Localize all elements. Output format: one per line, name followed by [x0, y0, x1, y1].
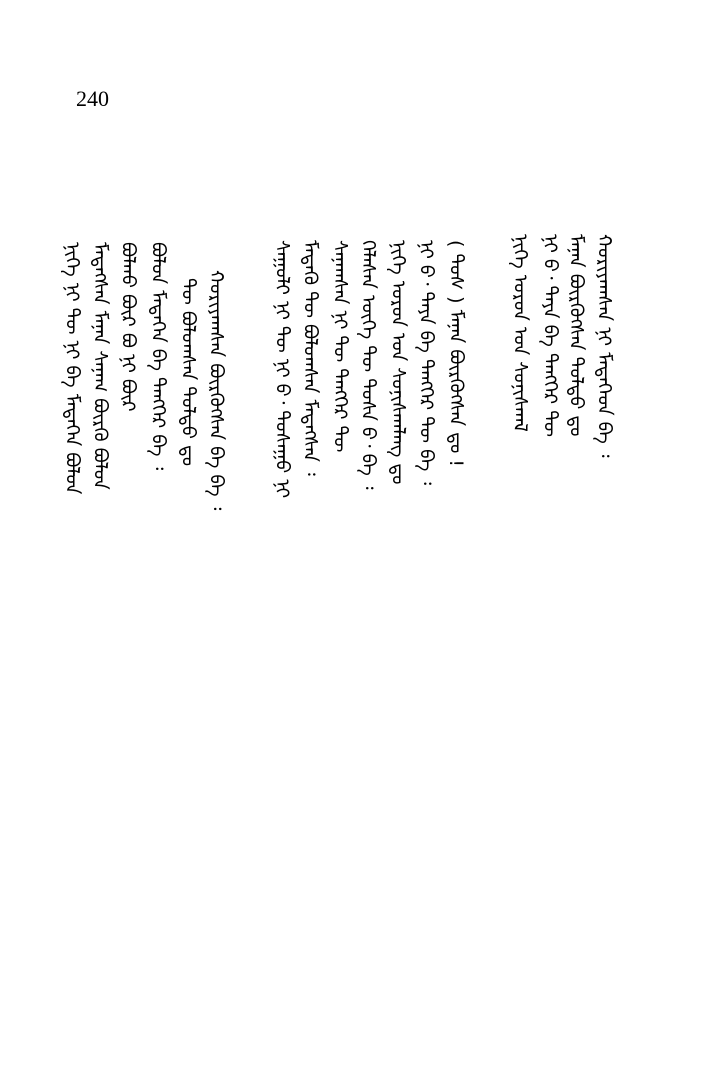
poem1-line-4: ᠨᠢᠬᠡ ᠣᠷᠤᠨ ᠤᠨ ᠰᠤᠨᠢᠰᠬᠠᠯ	[509, 234, 531, 432]
poem1-line-2: ᠮᠠᠨᠠᠨ ᠪᠦᠷᠬᠦᠭᠰᠡᠨ ᠳᠤᠯᠳᠤ ᠳᠤ	[565, 234, 587, 437]
poem2-line-4: ᠬᠡᠯᠡᠰᠡᠨ ᠦᠭᠡ ᠲᠦ ᠲᠤᠰᠠ ᠪ᠂ ᠪᠠ ᠄	[357, 240, 379, 490]
poem3-line-6: ᠨᠢᠬᠡ ᠨᠢ ᠲᠦ ᠨᠢ ᠪᠡ ᠮᠡᠳᠡᠭᠡᠨ ᠪᠣᠯᠤᠨ	[61, 242, 83, 495]
poem2-line-5: ᠰᠠᠨᠠᠭᠰᠠᠨ ᠨᠢ ᠲᠦ ᠲᠡᠩᠭᠡᠷ ᠲᠦ	[329, 240, 351, 453]
poem2-line-6: ᠮᠡᠳᠡᠬᠦ ᠲᠦ ᠪᠣᠯᠤᠭᠰᠠᠨ ᠮᠡᠳᠡᠭᠰᠡᠨ ᠄	[299, 240, 321, 476]
poem3-line-3: ᠪᠣᠯᠤᠨ ᠮᠡᠳᠡᠭᠡᠨ ᠪᠡ ᠲᠡᠩᠭᠡᠷ ᠪᠠ ᠄	[147, 242, 169, 471]
poem2-line-2: ᠨᠢ ᠪ᠂ ᠲᠠᠶᠠ ᠪᠠ ᠲᠡᠩᠭᠡᠷ ᠲᠦ ᠪᠠ ᠄	[415, 240, 437, 486]
poem3-line-4: ᠪᠣᠯᠬᠤ ᠪᠦᠷ ᠪᠣ ᠨᠢ ᠪᠦᠷ	[117, 242, 139, 412]
poem2-line-7: ᠰᠠᠭᠤᠯᠢ ᠨᠢ ᠲᠦ ᠨᠢ ᠪ᠂ ᠲᠤᠰᠠᠭᠤ ᠨᠢ	[271, 240, 293, 499]
poem1-line-3: ᠨᠢ ᠪ᠂ ᠲᠠᠶᠠ ᠪᠠ ᠲᠡᠩᠭᠡᠷ ᠲᠦ	[539, 234, 561, 438]
poem2-line-3: ᠨᠢᠬᠡ ᠣᠷᠤᠨ ᠤᠨ ᠰᠤᠨᠢᠰᠬᠠᠯᠠᠩ ᠳᠤ	[387, 240, 409, 485]
poem1-line-1: ᠬᠤᠷᠢᠶᠠᠭᠰᠠᠨ ᠨᠢ ᠮᠡᠳᠡᠭᠡᠳ ᠪᠡ ᠄	[593, 234, 615, 458]
poem2-line-1: ( ᠲᠤᠰ ) ᠮᠠᠨᠠᠨ ᠪᠦᠷᠬᠦᠭᠰᠡᠨ ᠳᠤ !	[445, 240, 467, 467]
poem3-line-2: ᠲᠦ ᠪᠣᠯᠤᠭᠰᠠᠨ ᠳᠤᠯᠳᠤ ᠳᠤ	[177, 278, 199, 467]
poem3-line-5: ᠮᠡᠳᠡᠭᠰᠡᠨ ᠮᠠᠨᠠᠨ ᠰᠠᠨᠠᠭ ᠪᠦᠷᠬᠦ ᠪᠣᠯᠤᠨ	[89, 242, 111, 490]
poem3-line-1: ᠬᠤᠷᠢᠶᠠᠭᠰᠠᠨ ᠪᠦᠷᠬᠦᠭᠰᠡᠨ ᠪᠠ ᠪᠡ ᠄	[205, 270, 227, 511]
page-number: 240	[76, 86, 109, 111]
